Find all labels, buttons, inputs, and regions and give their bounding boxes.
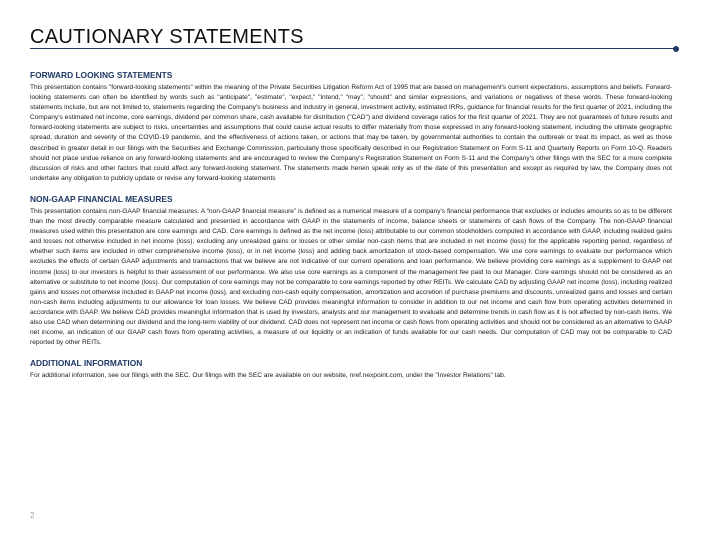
section-heading: ADDITIONAL INFORMATION [30, 358, 143, 369]
additional-information-section [30, 358, 672, 381]
section-body: For additional information, see our filings with the SEC. Our filings with the SEC are available on our website, nref.nexpoint.com, under the "Investor Relations" tab. [30, 372, 506, 380]
title-divider [30, 48, 675, 49]
section-heading: FORWARD LOOKING STATEMENTS [30, 70, 173, 80]
forward-looking-statements-section [30, 70, 672, 184]
section-body: This presentation contains "forward-looking statements" within the meaning of the Private Securities Litigation Reform Act of 1995 that are based on management's current expectations, assumptions and beliefs. Forward-looking statements can often be identified by words such as "anticipate", "estimate", "expect," "intend," "may", "should" and similar expressions, and variations or negatives of these words. These forward-looking statements include, but are not limited to, statements regarding the Company's business and industry in general, investment activity, estimated IRRs, guidance for financial results for the first quarter of 2021, including the Company's estimated net income, core earnings, dividend per common share, cash available for distribution ("CAD") and dividend coverage ratios for the first quarter of 2021. They are not guarantees of future results and forward-looking statements are subject to risks, uncertainties and assumptions that could cause actual results to differ materially from those expressed in any forward-looking statement, including the ultimate geographic spread, duration and severity of the COVID-19 pandemic, and the effectiveness of actions taken, or actions that may be taken, by governmental authorities to contain the outbreak or treat its impact, as well as those described in greater detail in our filings with the Securities and Exchange Commission, particularly those specifically described in our Registration Statement on Form S-11 and Quarterly Reports on Form 10-Q. Readers should not place undue reliance on any forward-looking statements and are encouraged to review the Company's Registration Statement on Form S-11 and the Company's other filings with the SEC for a more complete discussion of risks and other factors that could affect any forward-looking statement. The statements made herein speak only as of the date of this presentation and except as required by law, the Company does not undertake any obligation to publicly update or revise any forward-looking statements [30, 84, 672, 182]
document-body [30, 70, 672, 391]
non-gaap-financial-measures-section [30, 194, 672, 348]
page-number: 2 [30, 511, 35, 520]
section-heading: NON-GAAP FINANCIAL MEASURES [30, 193, 173, 204]
section-body: This presentation contains non-GAAP financial measures. A “non-GAAP financial measure” is defined as a numerical measure of a company's financial performance that excludes or includes amounts so as to be different than the most directly comparable measure calculated and presented in accordance with GAAP in the statements of income, balance sheets or statements of cash flows of the Company. The non-GAAP financial measures used within this presentation are core earnings and CAD. Core earnings is defined as the net income (loss) attributable to our common stockholders computed in accordance with GAAP, including realized gains and losses not otherwise included in net income (loss), excluding any unrealized gains or losses or other similar non-cash items that are included in net income (loss) for the applicable reporting period, regardless of whether such items are included in other comprehensive income (loss), or in net income (loss) and adding back amortization of stock-based compensation. We use core earnings to evaluate our performance which excludes the effects of certain GAAP adjustments and transactions that we believe are not indicative of our current operations and loan performance. We believe providing core earnings as a supplement to GAAP net income (loss) to our investors is helpful to their assessment of our performance. We also use core earnings as a component of the management fee paid to our Manager. Core earnings should not be considered as an alternative or substitute to net income (loss). Our computation of core earnings may not be comparable to core earnings reported by other REITs. We calculate CAD by adjusting GAAP net income (loss), including realized gains and losses not otherwise included in GAAP net income (loss), and excluding non-cash equity compensation, amortization and accretion of purchase premiums and discounts, unrealized gains and losses and certain non-cash items including adjustments to our allowance for loan losses. We believe CAD provides meaningful information to consider in addition to our net income and cash flow from operating activities determined in accordance with GAAP. We believe CAD provides meaningful information that is used by investors, analysts and our management to evaluate and determine trends in cash flow as it is not affected by non-cash items. We also use CAD when determining our dividend and the long-term viability of our dividend. CAD does not represent net income or cash flows from operating activities and should not be considered as an alternative to GAAP net income, an indication of our GAAP cash flows from operating activities, a measure of our liquidity or an indication of funds available for our cash needs. Our computation of CAD may not be comparable to CAD reported by other REITs. [30, 207, 672, 347]
divider-dot-icon [673, 46, 679, 52]
page-title: CAUTIONARY STATEMENTS [30, 26, 304, 48]
